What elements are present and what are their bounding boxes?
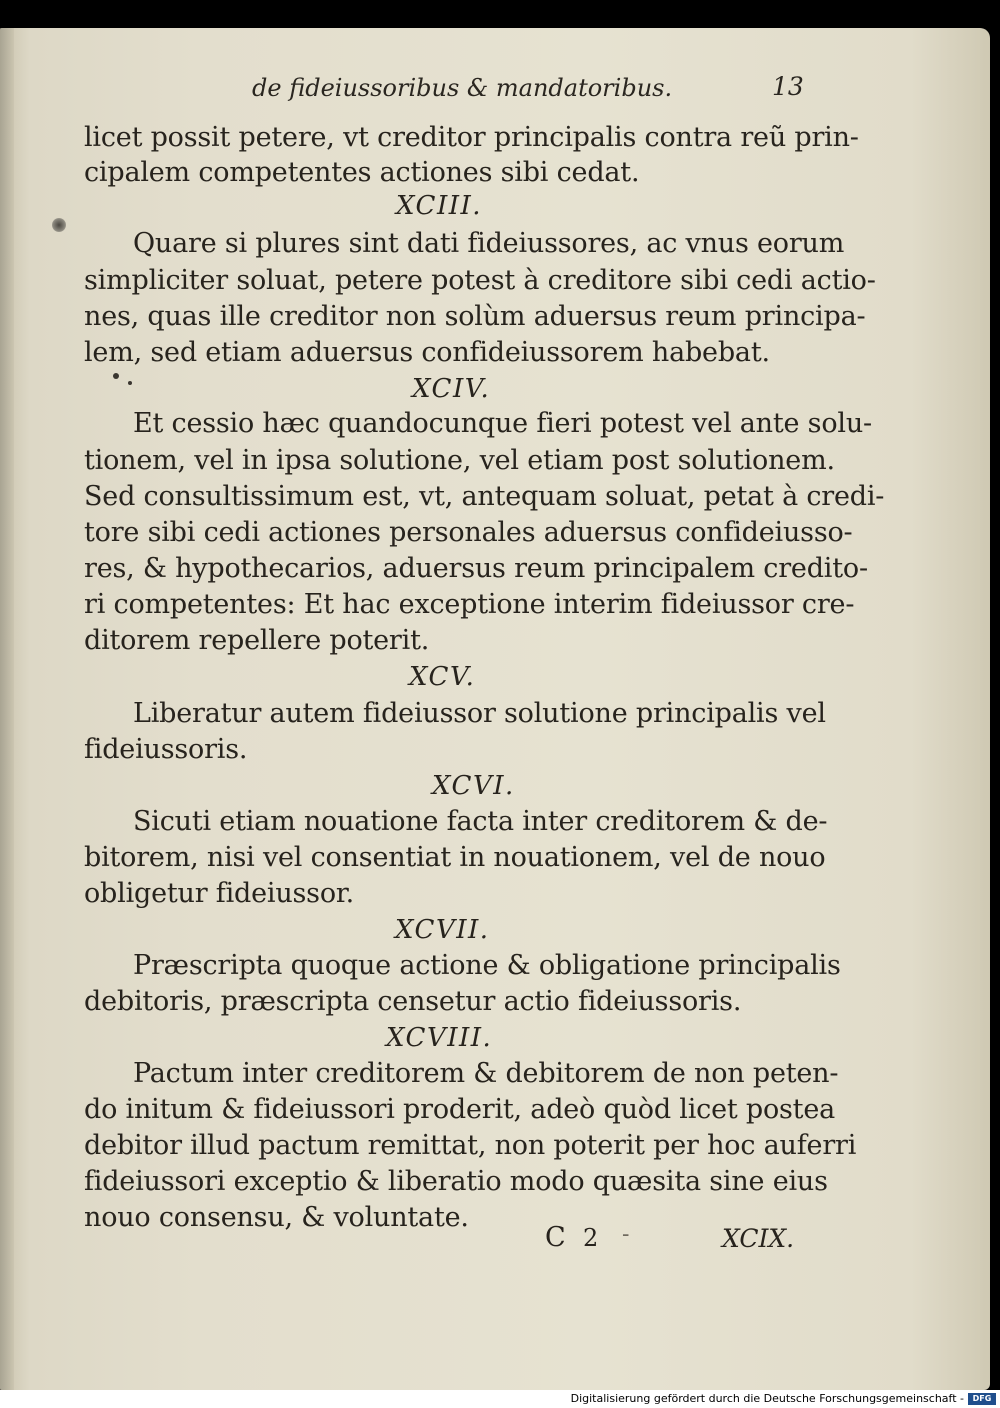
text-line: nes, quas ille creditor non solùm aduersus reum principa- <box>84 301 866 332</box>
section-number: XCV. <box>409 662 476 692</box>
text-line: lem, sed etiam aduersus confideiussorem habebat. <box>84 337 770 368</box>
text-line: licet possit petere, vt creditor principalis contra reũ prin- <box>84 122 859 153</box>
signature-number: 2 <box>583 1224 599 1252</box>
signature-mark: C <box>545 1222 566 1253</box>
footer-dash: - <box>622 1222 630 1247</box>
running-title: de fideiussoribus & mandatoribus. <box>252 74 673 102</box>
text-line: res, & hypothecarios, aduersus reum principalem credito- <box>84 553 868 584</box>
text-line: obligetur fideiussor. <box>84 878 355 909</box>
text-line: cipalem competentes actiones sibi cedat. <box>84 157 640 188</box>
page-header <box>0 72 1000 112</box>
text-line: ri competentes: Et hac exceptione interim fideiussor cre- <box>84 589 855 620</box>
funding-credit: Digitalisierung gefördert durch die Deutsche Forschungsgemeinschaft - <box>570 1392 964 1405</box>
text-line: fideiussoris. <box>84 734 248 765</box>
section-number: XCVII. <box>395 915 490 945</box>
dfg-logo: DFG <box>968 1393 996 1405</box>
catchword: XCIX. <box>722 1224 795 1253</box>
section-number: XCVI. <box>432 771 515 801</box>
text-line: simpliciter soluat, petere potest à creditore sibi cedi actio- <box>84 265 876 296</box>
page-number: 13 <box>772 72 804 101</box>
text-line: nouo consensu, & voluntate. <box>84 1202 469 1233</box>
text-line: Quare si plures sint dati fideiussores, ac vnus eorum <box>133 228 845 259</box>
section-number: XCIV. <box>412 374 491 404</box>
text-line: do initum & fideiussori proderit, adeò quòd licet postea <box>84 1094 836 1125</box>
text-line: fideiussori exceptio & liberatio modo quæsita sine eius <box>84 1166 828 1197</box>
ink-dot <box>113 373 119 379</box>
text-line: Sed consultissimum est, vt, antequam soluat, petat à credi- <box>84 481 885 512</box>
text-line: bitorem, nisi vel consentiat in nouationem, vel de nouo <box>84 842 826 873</box>
text-line: ditorem repellere poterit. <box>84 625 430 656</box>
text-line: Sicuti etiam nouatione facta inter creditorem & de- <box>133 806 828 837</box>
text-line: tionem, vel in ipsa solutione, vel etiam post solutionem. <box>84 445 835 476</box>
text-line: tore sibi cedi actiones personales aduersus confideiusso- <box>84 517 853 548</box>
text-line: Et cessio hæc quandocunque fieri potest vel ante solu- <box>133 408 872 439</box>
section-number: XCIII. <box>396 191 483 221</box>
text-line: Liberatur autem fideiussor solutione principalis vel <box>133 698 826 729</box>
text-line: debitoris, præscripta censetur actio fideiussoris. <box>84 986 742 1017</box>
section-number: XCVIII. <box>386 1023 493 1053</box>
text-line: Præscripta quoque actione & obligatione principalis <box>133 950 841 981</box>
text-line: debitor illud pactum remittat, non poterit per hoc auferri <box>84 1130 857 1161</box>
ink-stain <box>52 218 66 232</box>
ink-dot <box>128 381 132 385</box>
text-line: Pactum inter creditorem & debitorem de non peten- <box>133 1058 839 1089</box>
